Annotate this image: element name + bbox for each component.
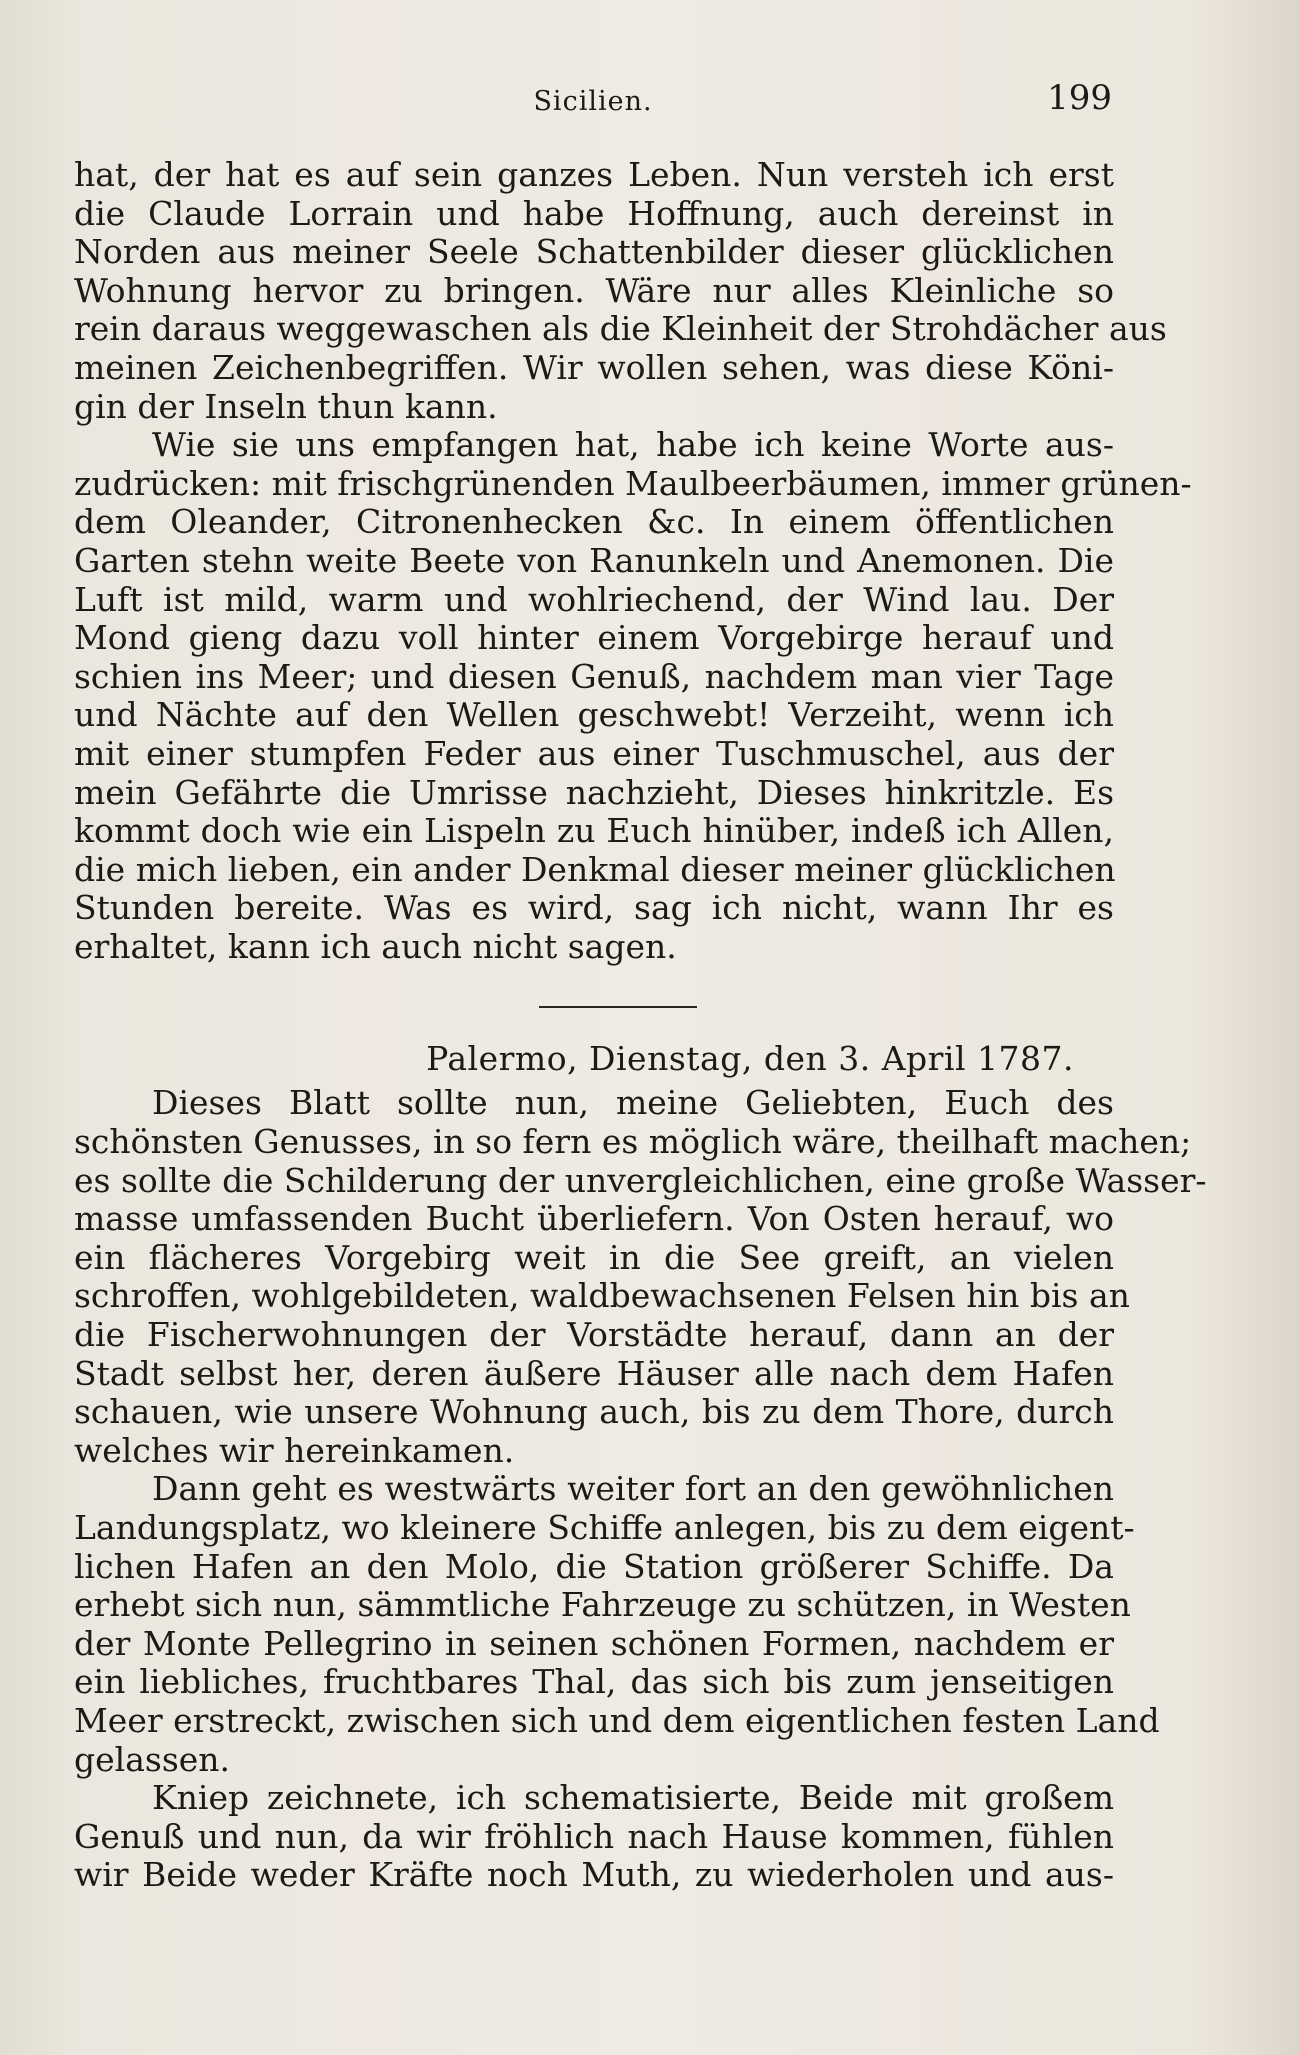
text-line: die mich lieben, ein ander Denkmal dieser meiner glücklichen [74,849,1116,889]
text-line: Mond gieng dazu voll hinter einem Vorgebirge herauf und [74,618,1114,658]
text-line: Landungsplatz, wo kleinere Schiffe anlegen, bis zu dem eigent- [74,1508,1135,1547]
body-text [74,155,1207,1895]
text-line: zudrücken: mit frischgrünenden Maulbeerbäumen, immer grünen- [74,463,1192,503]
text-line: wir Beide weder Kräfte noch Muth, zu wiederholen und aus- [74,1855,1114,1895]
paragraph-1 [74,155,1167,426]
text-line: Norden aus meiner Seele Schattenbilder dieser glücklichen [74,232,1114,272]
text-line: ein liebliches, fruchtbares Thal, das sich bis zum jenseitigen [74,1662,1114,1702]
paragraph-2 [74,425,1192,966]
text-line: ein flächeres Vorgebirg weit in die See greift, an vielen [74,1237,1114,1277]
text-line: es sollte die Schilderung der unvergleichlichen, eine große Wasser- [74,1160,1207,1200]
text-line: dem Oleander, Citronenhecken &c. In einem öffentlichen [74,502,1114,542]
text-line: schönsten Genusses, in so fern es möglich wäre, theilhaft machen; [74,1122,1192,1162]
text-line: Dann geht es westwärts weiter fort an den gewöhnlichen [152,1469,1114,1509]
text-line: Meer erstreckt, zwischen sich und dem eigentlichen festen Land [74,1700,1160,1740]
text-line: Garten stehn weite Beete von Ranunkeln und Anemonen. Die [74,540,1114,580]
text-line: masse umfassenden Bucht überliefern. Von Osten herauf, wo [74,1199,1114,1239]
paragraph-5 [74,1779,1114,1895]
text-line: Luft ist mild, warm und wohlriechend, der Wind lau. Der [74,579,1114,619]
page-header [74,78,1112,130]
text-line: kommt doch wie ein Lispeln zu Euch hinüber, indeß ich Allen, [74,811,1114,851]
text-line: hat, der hat es auf sein ganzes Leben. Nun versteh ich erst [74,155,1114,194]
dateline: Palermo, Dienstag, den 3. April 1787. [426,1039,1074,1079]
text-line: Wie sie uns empfangen hat, habe ich keine Worte aus- [152,425,1114,465]
text-line: mein Gefährte die Umrisse nachzieht, Dieses hinkritzle. Es [74,772,1114,812]
section-divider [539,1006,697,1008]
text-line: meinen Zeichenbegriffen. Wir wollen sehen, was diese Köni- [74,347,1114,387]
running-head: Sicilien. [533,86,653,117]
text-line: der Monte Pellegrino in seinen schönen Formen, nachdem er [74,1623,1114,1663]
text-line: die Fischerwohnungen der Vorstädte herauf, dann an der [74,1315,1114,1355]
paragraph-3 [74,1083,1207,1470]
text-line: Wohnung hervor zu bringen. Wäre nur alles Kleinliche so [74,270,1114,310]
text-line: gelassen. [74,1739,231,1779]
text-line: gin der Inseln thun kann. [74,386,498,426]
text-line: die Claude Lorrain und habe Hoffnung, auch dereinst in [74,193,1114,233]
text-line: Dieses Blatt sollte nun, meine Geliebten, Euch des [152,1083,1114,1123]
text-line: erhebt sich nun, sämmtliche Fahrzeuge zu schützen, in Westen [74,1585,1131,1625]
text-line: Kniep zeichnete, ich schematisierte, Beide mit großem [152,1778,1114,1818]
text-line: schroffen, wohlgebildeten, waldbewachsenen Felsen hin bis an [74,1276,1130,1316]
page-number: 199 [1047,78,1112,118]
text-line: und Nächte auf den Wellen geschwebt! Verzeiht, wenn ich [74,695,1114,735]
text-line: mit einer stumpfen Feder aus einer Tuschmuschel, aus der [74,733,1114,773]
text-line: schauen, wie unsere Wohnung auch, bis zu dem Thore, durch [74,1392,1114,1432]
text-line: erhaltet, kann ich auch nicht sagen. [74,926,677,966]
text-line: Genuß und nun, da wir fröhlich nach Hause kommen, fühlen [74,1816,1114,1856]
text-line: Stunden bereite. Was es wird, sag ich nicht, wann Ihr es [74,888,1114,928]
text-line: welches wir hereinkamen. [74,1430,515,1470]
text-line: lichen Hafen an den Molo, die Station größerer Schiffe. Da [74,1546,1114,1586]
text-line: schien ins Meer; und diesen Genuß, nachdem man vier Tage [74,656,1114,696]
text-line: Stadt selbst her, deren äußere Häuser alle nach dem Hafen [74,1353,1114,1393]
paragraph-4 [74,1469,1160,1779]
text-line: rein daraus weggewaschen als die Kleinheit der Strohdächer aus [74,309,1167,349]
